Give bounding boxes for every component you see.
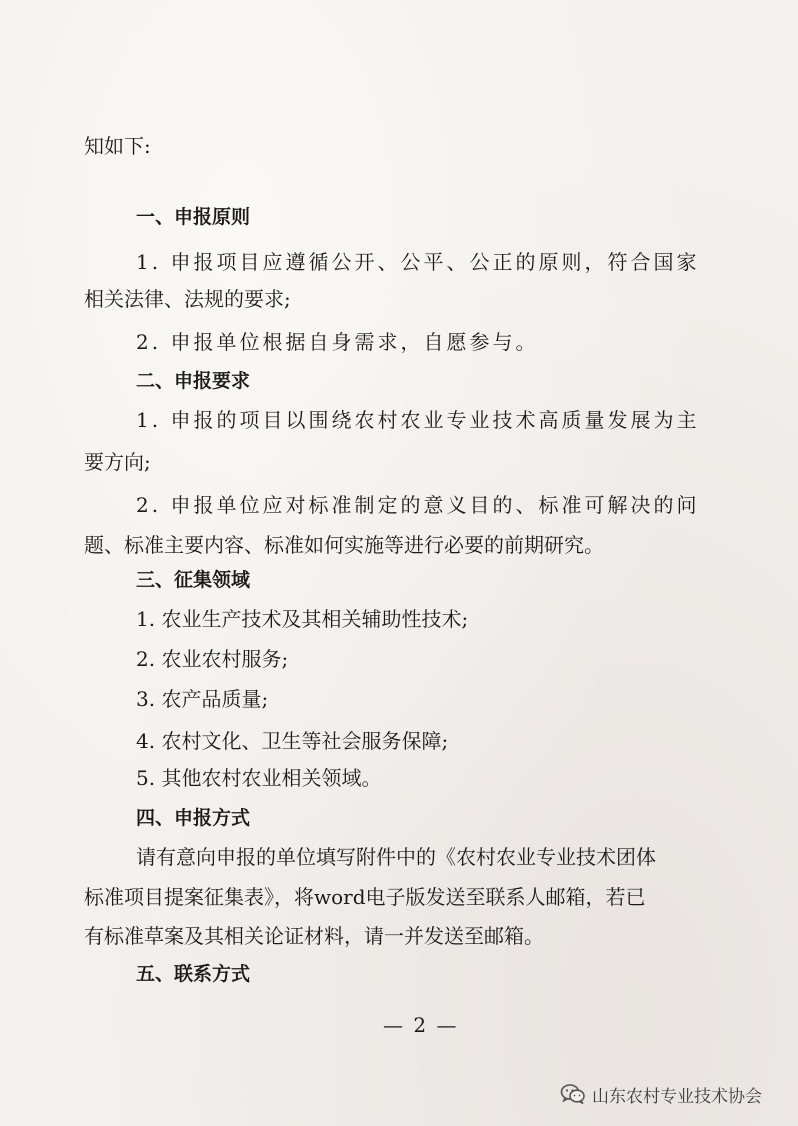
body-line-intro: 知如下: (84, 134, 151, 158)
body-line-field-2: 2. 农业农村服务; (136, 647, 289, 671)
wechat-icon (560, 1083, 586, 1105)
body-line-method-3: 有标准草案及其相关论证材料，请一并发送至邮箱。 (84, 924, 544, 948)
section-heading-method: 四、申报方式 (136, 807, 251, 829)
body-line-field-3: 3. 农产品质量; (136, 687, 269, 711)
section-heading-requirements: 二、申报要求 (136, 370, 251, 392)
watermark-text: 山东农村专业技术协会 (592, 1086, 762, 1107)
page-number: — 2 — (383, 1013, 459, 1037)
body-line-requirement-1-cont: 要方向; (84, 450, 151, 474)
body-line-requirement-2-cont: 题、标准主要内容、标准如何实施等进行必要的前期研究。 (84, 533, 604, 557)
section-heading-principles: 一、申报原则 (136, 206, 251, 228)
section-heading-contact: 五、联系方式 (136, 963, 251, 985)
body-line-field-1: 1. 农业生产技术及其相关辅助性技术; (136, 607, 469, 631)
body-line-method-2: 标准项目提案征集表》，将word电子版发送至联系人邮箱，若已 (84, 885, 646, 909)
body-line-principle-2: 2. 申报单位根据自身需求，自愿参与。 (136, 330, 539, 354)
body-line-field-4: 4. 农村文化、卫生等社会服务保障; (136, 729, 449, 753)
body-line-field-5: 5. 其他农村农业相关领域。 (136, 766, 382, 790)
body-line-requirement-2: 2. 申报单位应对标准制定的意义目的、标准可解决的问 (136, 493, 700, 517)
body-line-principle-1: 1. 申报项目应遵循公开、公平、公正的原则，符合国家 (136, 250, 700, 274)
body-line-method-1: 请有意向申报的单位填写附件中的《农村农业专业技术团体 (136, 845, 656, 869)
section-heading-fields: 三、征集领域 (136, 569, 251, 591)
body-line-principle-1-cont: 相关法律、法规的要求; (84, 287, 291, 311)
body-line-requirement-1: 1. 申报的项目以围绕农村农业专业技术高质量发展为主 (136, 408, 700, 432)
watermark (560, 1080, 762, 1108)
